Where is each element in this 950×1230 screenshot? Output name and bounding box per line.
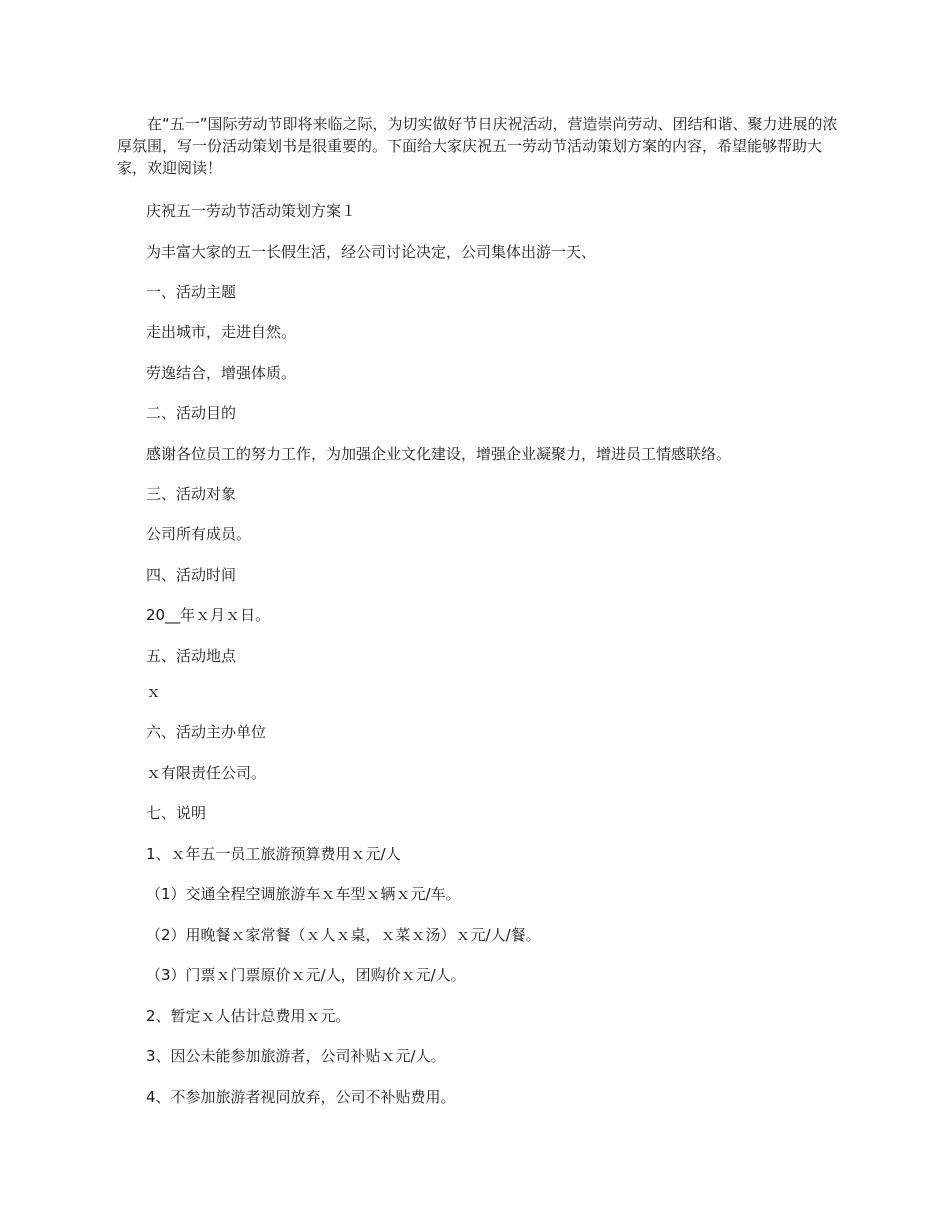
paragraph: 20__年ｘ月ｘ日。 [146, 606, 271, 624]
list-item: （2）用晚餐ｘ家常餐（ｘ人ｘ桌，ｘ菜ｘ汤）ｘ元/人/餐。 [146, 926, 541, 944]
paragraph: 感谢各位员工的努力工作，为加强企业文化建设，增强企业凝聚力，增进员工情感联络。 [146, 445, 732, 463]
paragraph: ｘ有限责任公司。 [146, 764, 267, 782]
list-item: 1、ｘ年五一员工旅游预算费用ｘ元/人 [146, 845, 401, 863]
paragraph: 为丰富大家的五一长假生活，经公司讨论决定，公司集体出游一天、 [146, 243, 597, 261]
intro-paragraph: 在“五一”国际劳动节即将来临之际，为切实做好节日庆祝活动，营造崇尚劳动、团结和谐、聚力进展的浓厚氛围，写一份活动策划书是很重要的。下面给大家庆祝五一劳动节活动策划方案的内容，希望能够帮助大家，欢迎阅读！ [117, 115, 838, 177]
list-item: （1）交通全程空调旅游车ｘ车型ｘ辆ｘ元/车。 [146, 885, 461, 903]
heading-theme: 一、活动主题 [146, 283, 237, 301]
heading-organizer: 六、活动主办单位 [146, 723, 267, 741]
list-item: 3、因公未能参加旅游者，公司补贴ｘ元/人。 [146, 1047, 446, 1065]
paragraph: ｘ [146, 683, 162, 701]
heading-participants: 三、活动对象 [146, 485, 237, 503]
paragraph: 劳逸结合，增强体质。 [146, 364, 297, 382]
paragraph: 走出城市，走进自然。 [146, 323, 297, 341]
section-title: 庆祝五一劳动节活动策划方案１ [146, 202, 357, 220]
heading-time: 四、活动时间 [146, 566, 237, 584]
heading-notes: 七、说明 [146, 804, 207, 822]
list-item: 2、暂定ｘ人估计总费用ｘ元。 [146, 1007, 351, 1025]
heading-purpose: 二、活动目的 [146, 404, 237, 422]
heading-location: 五、活动地点 [146, 647, 237, 665]
list-item: 4、不参加旅游者视同放弃，公司不补贴费用。 [146, 1088, 456, 1106]
list-item: （3）门票ｘ门票原价ｘ元/人，团购价ｘ元/人。 [146, 966, 466, 984]
paragraph: 公司所有成员。 [146, 525, 252, 543]
